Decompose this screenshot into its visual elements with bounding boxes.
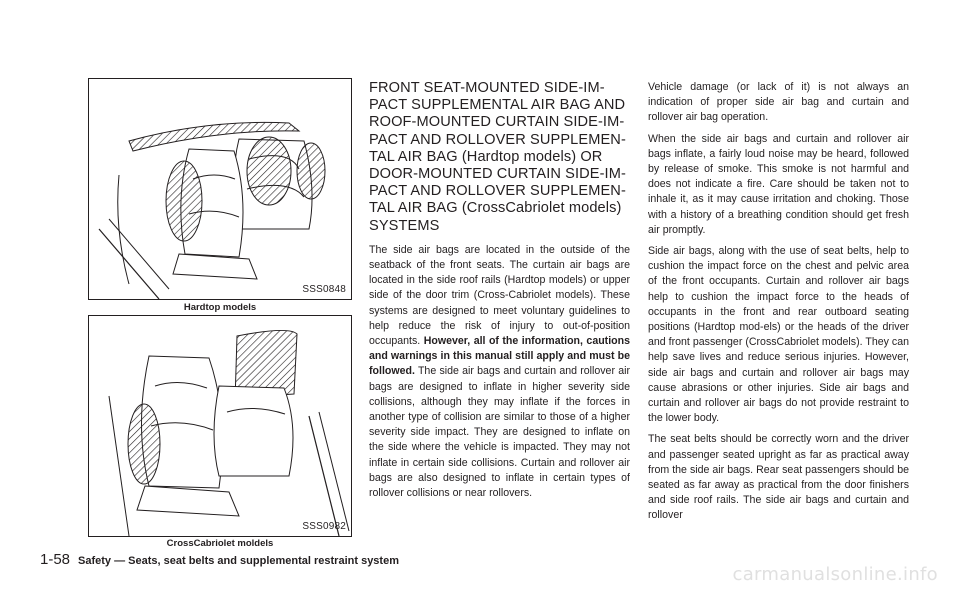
text-column-right bbox=[648, 80, 909, 530]
paragraph-text: The side air bags and curtain and rollover air bags are designed to inflate in higher severity side collisions, although they may inflate if the forces in another type of collision are similar to those of a higher severity side impact. They are designed to inflate on the side where the vehicle is impacted. They may not inflate in certain side collisions. Curtain and rollover air bags are also designed to inflate in certain types of rollover collisions or near rollovers. bbox=[369, 365, 630, 500]
section-heading: FRONT SEAT-MOUNTED SIDE-IM-PACT SUPPLEMENTAL AIR BAG AND ROOF-MOUNTED CURTAIN SIDE-IM-PACT AND ROLLOVER SUPPLEMEN-TAL AIR BAG (Hardtop models) OR DOOR-MOUNTED CURTAIN SIDE-IM-PACT AND ROLLOVER SUPPLEMEN-TAL AIR BAG (CrossCabriolet models) SYSTEMS bbox=[369, 80, 626, 234]
footer-title: Safety — Seats, seat belts and supplemental restraint system bbox=[78, 555, 399, 567]
watermark: carmanualsonline.info bbox=[732, 564, 938, 585]
figure-hardtop bbox=[88, 78, 352, 300]
figure-caption: CrossCabriolet moldels bbox=[166, 538, 274, 549]
figure-code: SSS0848 bbox=[302, 284, 346, 295]
crosscabriolet-airbag-illustration bbox=[89, 316, 351, 536]
text-column-middle bbox=[369, 80, 630, 507]
warning-text: However, all of the information, cautions and warnings in this manual still apply and must be followed. bbox=[369, 335, 630, 378]
figure-crosscabriolet bbox=[88, 315, 352, 537]
page-footer bbox=[40, 551, 399, 568]
paragraph-text: The side air bags are located in the outside of the seatback of the front seats. The curtain air bags are located in the side roof rails (Hardtop models) or upper side of the door trim (Cross-Cabriolet models). These systems are designed to meet voluntary guidelines to help reduce the risk of injury to out-of-position occupants. bbox=[369, 243, 630, 348]
figure-caption: Hardtop models bbox=[183, 302, 257, 313]
paragraph bbox=[369, 243, 630, 501]
paragraph: The seat belts should be correctly worn and the driver and passenger seated upright as far as practical away from the side air bags. Rear seat passengers should be seated as far away as practical from the door finishers and side roof rails. The side air bags and curtain and rollover bbox=[648, 433, 909, 522]
paragraph: When the side air bags and curtain and rollover air bags inflate, a fairly loud noise may be heard, followed by release of smoke. This smoke is not harmful and does not indicate a fire. Care should be taken not to inhale it, as it may cause irritation and choking. Those with a history of a breathing condition should get fresh air promptly. bbox=[648, 132, 909, 236]
figure-code: SSS0982 bbox=[302, 521, 346, 532]
paragraph: Side air bags, along with the use of seat belts, help to cushion the impact force on the chest and pelvic area of the front occupants. Curtain and rollover air bags help to cushion the impact force to the heads of occupants in the front and rear outboard seating positions (Hardtop mod-els) or the heads of the driver and front passenger (CrossCabriolet models). They can help save lives and reduce serious injuries. However, side air bags and curtain and rollover air bags may cause abrasions or other injuries. Side air bags and curtain and rollover air bags do not provide restraint to the lower body. bbox=[648, 245, 909, 425]
page-number: 1-58 bbox=[40, 551, 71, 568]
paragraph: Vehicle damage (or lack of it) is not always an indication of proper side air bag and curtain and rollover air bag operation. bbox=[648, 81, 909, 124]
hardtop-airbag-illustration bbox=[89, 79, 351, 299]
